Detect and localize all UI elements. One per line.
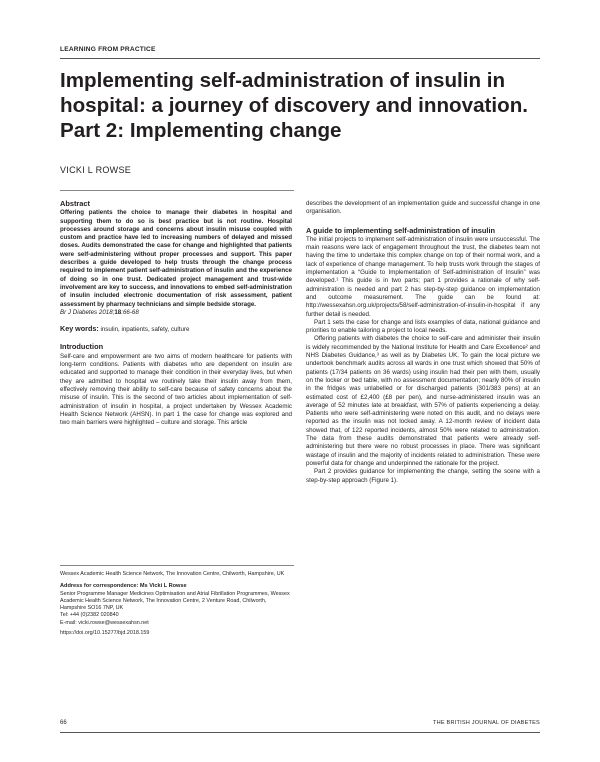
article-title: Implementing self-administration of insulin in hospital: a journey of discovery and innovation. Part 2: Implementing change <box>60 69 529 143</box>
affiliation-line: Wessex Academic Health Science Network, The Innovation Centre, Chilworth, Hampshire, UK <box>60 571 285 577</box>
guide-paragraph-2: Part 1 sets the case for change and lists examples of data, national guidance and priorities to enable tailoring a project to local needs. <box>306 318 540 335</box>
correspondence-details: Senior Programme Manager Medicines Optimisation and Atrial Fibrillation Programmes, Wessex Academic Health Science Network, The Innovation Centre, 2 Venture Road, Chilworth, Hampshire SO16 7NP, UK <box>60 590 290 612</box>
introduction-body: Self-care and empowerment are two aims of modern healthcare for patients with long-term conditions. Patients with diabetes who are dependent on insulin are educated and supported to manage their condition in their everyday lives, but when they are admitted to hospital we routinely take their insulin away from them, effectively removing their ability to self-care because of safety concerns about the misuse of insulin. This is the second of two articles about implementation of self-administration of insulin in hospital, a project undertaken by Wessex Academic Health Science Network (AHSN). In part 1 the case for change was explored and two main barriers were highlighted – culture and storage. This article <box>60 352 292 427</box>
keywords <box>60 325 292 334</box>
header-rule <box>60 58 540 59</box>
author-name: VICKI L ROWSE <box>60 165 132 175</box>
doi-link[interactable]: https://doi.org/10.15277/bjd.2018.159 <box>60 630 150 637</box>
abstract-citation: Br J Diabetes 2018;18:66-68 <box>60 308 139 316</box>
guide-paragraph-4: Part 2 provides guidance for implementing the change, setting the scene with a step-by-step approach (Figure 1). <box>306 468 540 484</box>
email: E-mail: vicki.rowse@wessexahsn.net <box>60 619 149 626</box>
page-number: 66 <box>60 720 67 726</box>
guide-paragraph-1: The initial projects to implement self-administration of insulin were unsuccessful. The main reasons were lack of engagement throughout the trust, the diabetes team not having the time to undertake this complex change on top of their normal work, and a lack of experience of change management. To help trusts work through the stages of implementation a “Guide to Implementation of Self-administration of Insulin” was developed.¹ This guide is in two parts; part 1 provides a rationale of why self-administration is needed and part 2 has step-by-step guidance on implementation and outcome measurement. The guide can be found at: http://wessexahsn.org.uk/projects/58/self-administration-of-insulin-in-hospital if any further detail is needed. <box>306 235 540 318</box>
correspondence-label: Address for correspondence: Ms Vicki L Rowse <box>60 583 187 590</box>
section-label: LEARNING FROM PRACTICE <box>60 46 156 53</box>
affiliation-block <box>60 571 292 637</box>
abstract-body: Offering patients the choice to manage their diabetes in hospital and supporting them to do so is best practice but is not routine. Hospital processes around storage and concerns about insulin misuse coupled with custom and practice have led to increasing numbers of delayed and missed doses. Audits demonstrated the case for change and highlighted that patients were self-administering without proper processes and support. This paper describes a guide developed to help trusts through the change process required to implement patient self-administration of insulin and the experience of doing so in one trust. Dedicated project management and trust-wide involvement are key to success, and innovations to embed self-administration of insulin included electronic documentation of risk assessment, patient assessment by pharmacy technicians and simple bedside storage. <box>60 209 292 308</box>
abstract-heading: Abstract <box>60 199 90 208</box>
footer-rule <box>60 732 540 733</box>
telephone: Tel: +44 (0)2382 020840 <box>60 612 119 619</box>
affiliation-rule <box>60 565 294 566</box>
left-column <box>60 200 292 427</box>
introduction-heading: Introduction <box>60 342 104 352</box>
guide-paragraph-3: Offering patients with diabetes the choice to self-care and administer their insulin is widely recommended by the National Institute for Health and Care Excellence² and NHS Diabetes Guidance,³ as well as by Diabetes UK. To gain the local picture we undertook benchmark audits across all wards in one trust which showed that 50% of patients (17/34 patients on 36 wards) using insulin had their pen with them, usually on the locker or bed table, with no assessment documentation; nearly 80% of insulin in the fridges was unlabelled or for discharged patients (301/383 pens) at an estimated cost of £2,400 (£8 per pen), and nurse-administered insulin was an average of 52 minutes late at breakfast, with 57% of patients experiencing a delay. Patients who were self-administering were noted on this audit, and no delays were reported as the insulin was not locked away. A 12-month review of incident data showed that, of 122 reported incidents, almost 50% were related to administration. The data from these audits demonstrated that patients were already self-administering but there were no robust processes in place. There was significant wastage of insulin and the majority of incidents related to administration. These were powerful data for change and underpinned the rationale for the project. <box>306 335 540 467</box>
keywords-label: Key words: <box>60 324 99 334</box>
abstract-rule <box>60 190 294 191</box>
keywords-text: insulin, inpatients, safety, culture <box>100 326 190 334</box>
right-column <box>306 200 540 485</box>
guide-heading: A guide to implementing self-administration of insulin <box>306 225 496 235</box>
journal-name: THE BRITISH JOURNAL OF DIABETES <box>432 720 540 726</box>
continued-paragraph: describes the development of an implementation guide and successful change in one organisation. <box>306 200 540 216</box>
